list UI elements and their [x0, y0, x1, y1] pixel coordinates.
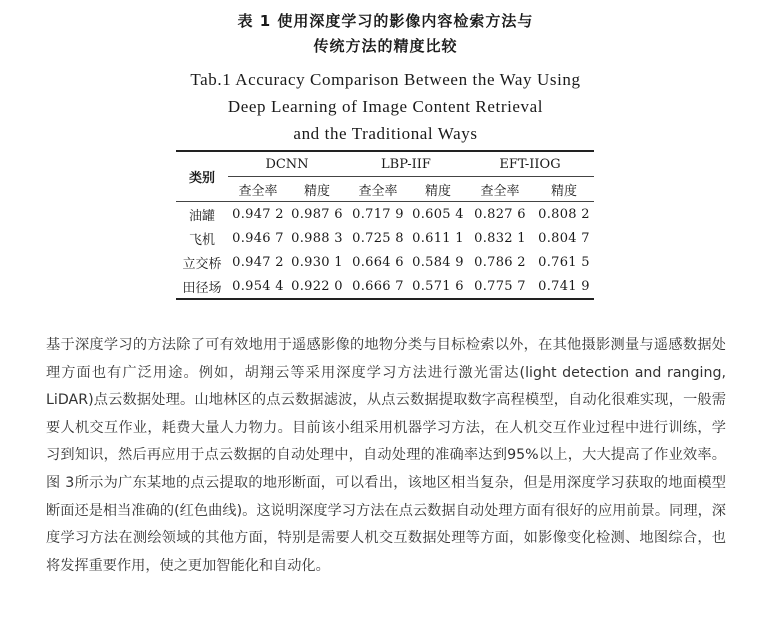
table-cell: 0.666 7 — [346, 274, 410, 299]
table-row — [176, 226, 594, 250]
row-label: 油罐 — [188, 208, 215, 224]
table-cell: 0.827 6 — [474, 206, 526, 222]
table-cell: 0.808 2 — [538, 206, 590, 222]
table-cell: 0.786 2 — [474, 254, 526, 270]
sub-header-recall: 查全率 — [346, 177, 410, 202]
table-cell: 0.988 3 — [291, 230, 343, 246]
method-header-dcnn: DCNN — [228, 151, 346, 177]
table-cell: 0.775 7 — [466, 274, 534, 299]
sub-header-recall: 查全率 — [228, 177, 288, 202]
sub-header-precision: 精度 — [410, 177, 466, 202]
table-caption-cn-line2: 传统方法的精度比较 — [313, 37, 458, 55]
table-caption-en-line1: Tab.1 Accuracy Comparison Between the Way Using — [190, 70, 581, 89]
table-row — [176, 274, 594, 299]
table-cell: 0.954 4 — [228, 274, 288, 299]
table-cell: 0.804 7 — [538, 230, 590, 246]
table-caption-en-line2: Deep Learning of Image Content Retrieval — [227, 97, 544, 116]
row-label: 立交桥 — [182, 256, 222, 272]
table-caption-en-line3: and the Traditional Ways — [293, 124, 478, 143]
table-row — [176, 250, 594, 274]
table-cell: 0.946 7 — [232, 230, 284, 246]
method-header-eft-iiog: EFT-IIOG — [466, 151, 594, 177]
sub-header-recall: 查全率 — [466, 177, 534, 202]
table-cell: 0.725 8 — [352, 230, 404, 246]
sub-header-precision: 精度 — [288, 177, 346, 202]
table-cell: 0.947 2 — [232, 206, 284, 222]
table-cell: 0.761 5 — [538, 254, 590, 270]
table-figure — [0, 0, 771, 310]
table-cell: 0.930 1 — [291, 254, 343, 270]
table-cell: 0.584 9 — [412, 254, 464, 270]
table-cell: 0.571 6 — [410, 274, 466, 299]
accuracy-table — [176, 150, 594, 300]
row-label: 田径场 — [176, 274, 228, 299]
table-cell: 0.717 9 — [352, 206, 404, 222]
row-label: 飞机 — [188, 232, 215, 248]
table-cell: 0.664 6 — [352, 254, 404, 270]
table-row — [176, 202, 594, 227]
body-paragraph: 基于深度学习的方法除了可有效地用于遥感影像的地物分类与目标检索以外，在其他摄影测量与遥感数据处理方面也有广泛用途。例如，胡翔云等采用深度学习方法进行激光雷达(light detection and ranging, LiDAR)点云数据处理。山地林区的点云数据滤波，从点云数据提取数字高程模型，自动化很难实现，一般需要人机交互作业，耗费大量人力物力。目前该小组采用机器学习方法，在人机交互作业过程中进行训练，学习到知识，然后再应用于点云数据的自动处理中，自动处理的准确率达到95%以上，大大提高了作业效率。图 3所示为广东某地的点云提取的地形断面，可以看出，该地区相当复杂，但是用深度学习获取的地面模型断面还是相当准确的(红色曲线)。这说明深度学习方法在点云数据自动处理方面有很好的应用前景。同理，深度学习方法在测绘领域的其他方面，特别是需要人机交互数据处理等方面，如影像变化检测、地图综合，也将发挥重要作用，使之更加智能化和自动化。 — [46, 337, 726, 574]
table-cell: 0.611 1 — [412, 230, 464, 246]
table-cell: 0.832 1 — [474, 230, 526, 246]
table-cell: 0.987 6 — [291, 206, 343, 222]
table-cell: 0.922 0 — [288, 274, 346, 299]
method-header-lbp-iif: LBP-IIF — [346, 151, 466, 177]
sub-header-precision: 精度 — [534, 177, 594, 202]
table-caption-cn-line1: 表 1 使用深度学习的影像内容检索方法与 — [237, 12, 534, 30]
table-cell: 0.605 4 — [412, 206, 464, 222]
table-cell: 0.741 9 — [534, 274, 594, 299]
table-cell: 0.947 2 — [232, 254, 284, 270]
category-header: 类别 — [176, 151, 228, 202]
